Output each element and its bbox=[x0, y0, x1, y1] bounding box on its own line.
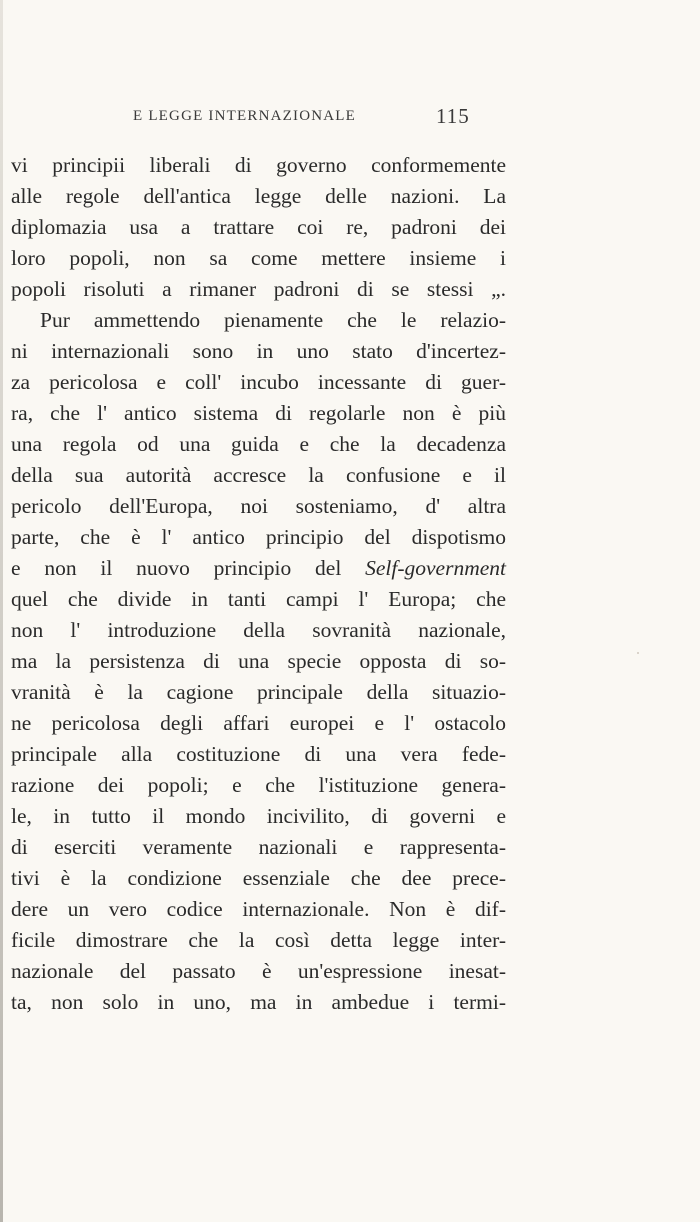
text-line: le, in tutto il mondo incivilito, di governi e bbox=[11, 804, 506, 828]
text-line: ra, che l' antico sistema di regolarle non è più bbox=[11, 401, 506, 425]
text-line: dere un vero codice internazionale. Non è dif- bbox=[11, 897, 506, 921]
text-line: ma la persistenza di una specie opposta di so- bbox=[11, 649, 506, 673]
text-line: ne pericolosa degli affari europei e l' ostacolo bbox=[11, 711, 506, 735]
text-line: pericolo dell'Europa, noi sosteniamo, d' altra bbox=[11, 494, 506, 518]
text-line: non l' introduzione della sovranità nazionale, bbox=[11, 618, 506, 642]
text-line: za pericolosa e coll' incubo incessante di guer- bbox=[11, 370, 506, 394]
text-line: ficile dimostrare che la così detta legge inter- bbox=[11, 928, 506, 952]
text-line: nazionale del passato è un'espressione inesat- bbox=[11, 959, 506, 983]
text-line: alle regole dell'antica legge delle nazioni. La bbox=[11, 184, 506, 208]
text-line: ni internazionali sono in uno stato d'incertez- bbox=[11, 339, 506, 363]
italic-term: Self-government bbox=[365, 556, 507, 580]
paragraph-start-line: Pur ammettendo pienamente che le relazio- bbox=[40, 308, 506, 332]
text-line-with-italic bbox=[11, 553, 506, 584]
page-number: 115 bbox=[436, 104, 470, 128]
text-line: loro popoli, non sa come mettere insieme i bbox=[11, 246, 506, 270]
body-text bbox=[11, 150, 506, 1018]
page-header bbox=[0, 104, 700, 134]
text-line: una regola od una guida e che la decadenza bbox=[11, 432, 506, 456]
running-head: E LEGGE INTERNAZIONALE bbox=[133, 108, 357, 124]
paper-speck bbox=[637, 652, 639, 654]
text-line: della sua autorità accresce la confusione e il bbox=[11, 463, 506, 487]
text-line: vi principii liberali di governo conformemente bbox=[11, 153, 506, 177]
text-line: diplomazia usa a trattare coi re, padroni dei bbox=[11, 215, 506, 239]
text-line: ta, non solo in uno, ma in ambedue i termi- bbox=[11, 990, 506, 1014]
text-line: parte, che è l' antico principio del dispotismo bbox=[11, 525, 506, 549]
text-segment: e non il nuovo principio del bbox=[11, 556, 342, 580]
page-binding-edge bbox=[0, 0, 3, 1222]
text-line: quel che divide in tanti campi l' Europa; che bbox=[11, 587, 506, 611]
text-line: popoli risoluti a rimaner padroni di se stessi „. bbox=[11, 277, 506, 301]
text-line: di eserciti veramente nazionali e rappresenta- bbox=[11, 835, 506, 859]
text-line: vranità è la cagione principale della situazio- bbox=[11, 680, 506, 704]
text-line: razione dei popoli; e che l'istituzione genera- bbox=[11, 773, 506, 797]
text-line: tivi è la condizione essenziale che dee prece- bbox=[11, 866, 506, 890]
text-line: principale alla costituzione di una vera fede- bbox=[11, 742, 506, 766]
